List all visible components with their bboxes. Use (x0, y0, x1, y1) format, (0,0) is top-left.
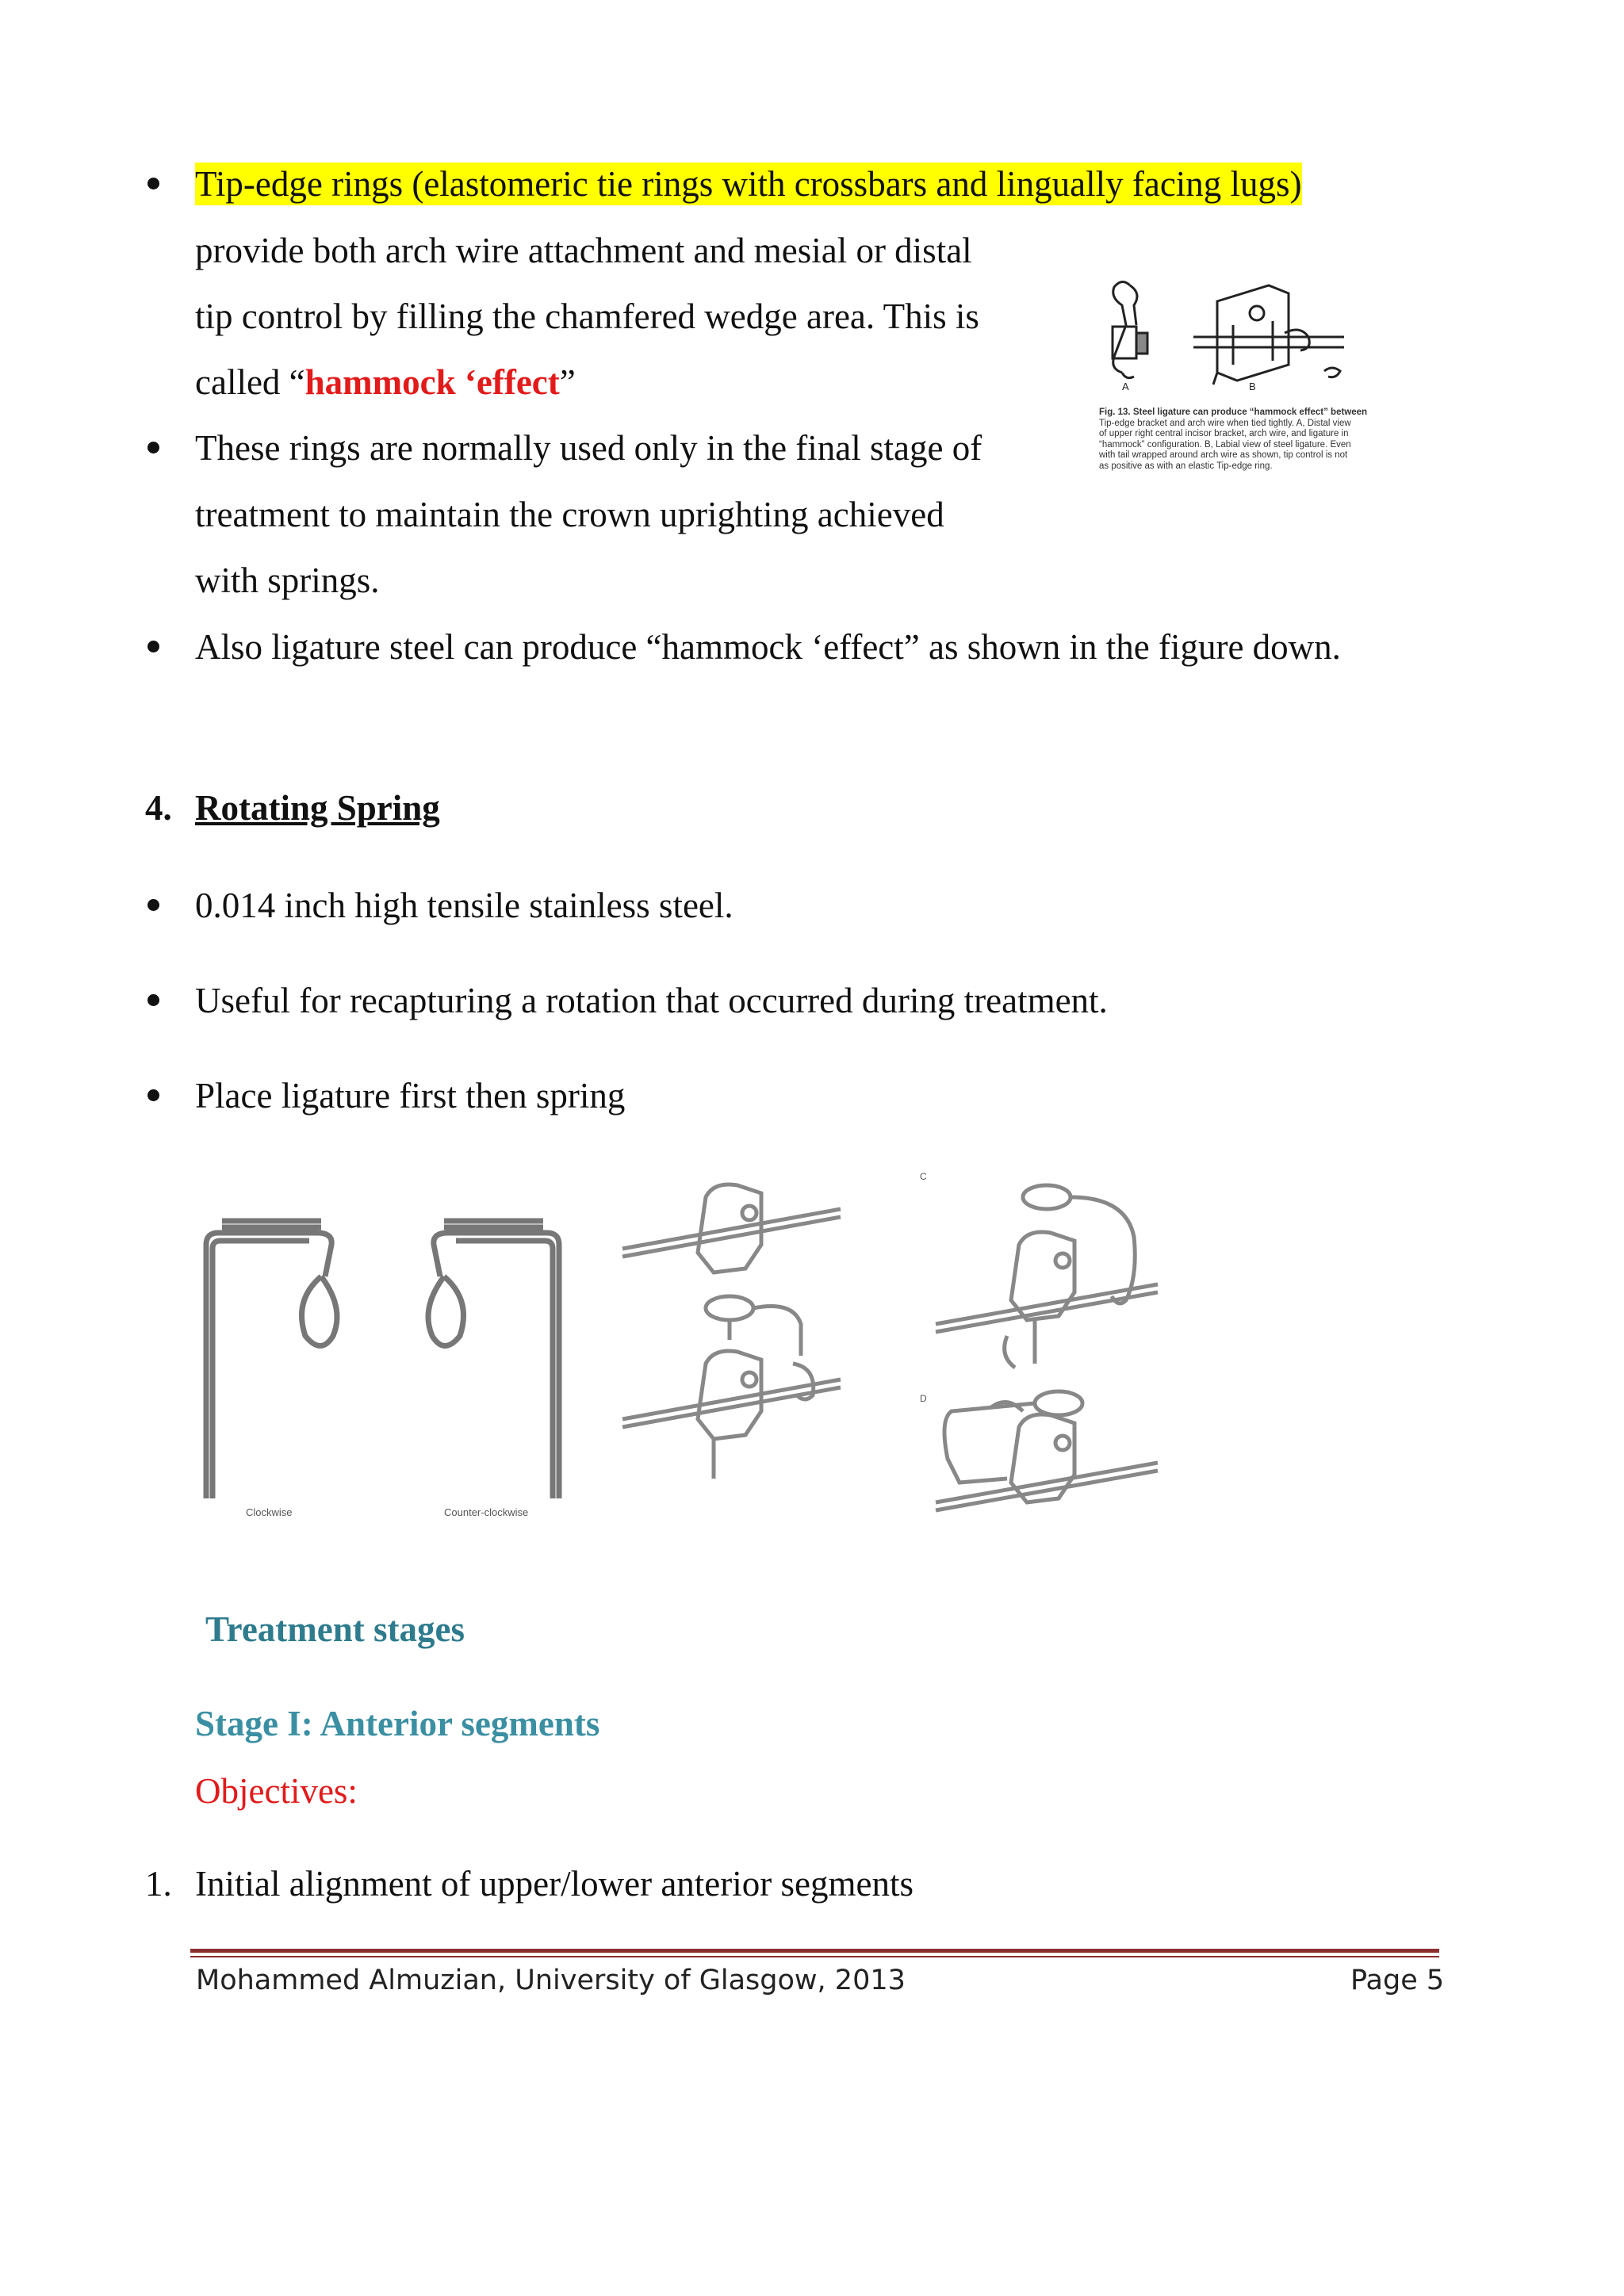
page-number: Page 5 (1350, 1965, 1445, 1996)
bracket-spring-panel-d (936, 1391, 1158, 1510)
bullet-marker (147, 641, 159, 652)
stage-heading: Stage I: Anterior segments (195, 1704, 600, 1743)
spring-bullet-text: Useful for recapturing a rotation that occurred during treatment. (195, 981, 1108, 1020)
bullet-marker (147, 1089, 159, 1101)
paragraph-line (195, 166, 1302, 202)
clockwise-spring (206, 1221, 337, 1498)
spring-bullet-text: 0.014 inch high tensile stainless steel. (195, 886, 733, 925)
panel-label-d: D (920, 1393, 927, 1404)
paragraph-line: with springs. (195, 561, 380, 600)
text-suffix: ” (559, 362, 576, 402)
paragraph-line: These rings are normally used only in the final stage of (195, 428, 982, 468)
text-prefix: called “ (195, 362, 305, 402)
objectives-label: Objectives: (195, 1771, 358, 1811)
bracket-distal-view (1113, 281, 1147, 377)
spring-bullet-text: Place ligature first then spring (195, 1076, 626, 1115)
bullet-marker (147, 899, 159, 911)
paragraph-line: provide both arch wire attachment and mesial or distal (195, 231, 972, 270)
bullet-marker (147, 442, 159, 453)
section-heading: Rotating Spring (195, 788, 440, 828)
bracket-wire-step-1 (622, 1184, 841, 1272)
figure-caption (1099, 408, 1440, 472)
bracket-spring-panel-c (936, 1185, 1158, 1368)
caption-line: as positive as with an elastic Tip-edge ring. (1099, 461, 1273, 471)
treatment-stages-heading: Treatment stages (205, 1609, 465, 1649)
bracket-wire-step-2 (622, 1296, 841, 1479)
bracket-labial-view (1193, 285, 1344, 385)
list-item-text: Initial alignment of upper/lower anterior segments (195, 1864, 914, 1904)
caption-line: Fig. 13. Steel ligature can produce “hammock effect” between (1099, 408, 1368, 417)
list-item-number: 1. (145, 1864, 172, 1904)
paragraph-line: Also ligature steel can produce “hammock ‘effect” as shown in the figure down. (195, 627, 1341, 667)
panel-label-c: C (920, 1171, 927, 1182)
counter-clockwise-label: Counter-clockwise (444, 1506, 529, 1518)
figure-label-a: A (1122, 381, 1129, 392)
paragraph-line: tip control by filling the chamfered wedge area. This is (195, 297, 979, 336)
caption-line: of upper right central incisor bracket, arch wire, and ligature in (1099, 429, 1349, 438)
footer-author: Mohammed Almuzian, University of Glasgow, 2013 (196, 1965, 906, 1996)
caption-line: Tip-edge bracket and arch wire when tied tightly. A, Distal view (1099, 418, 1351, 428)
paragraph-line: treatment to maintain the crown uprighting achieved (195, 495, 944, 534)
bullet-marker (147, 994, 159, 1006)
bullet-marker (147, 178, 159, 189)
caption-line: with tail wrapped around arch wire as shown, tip control is not (1099, 450, 1348, 460)
caption-line: “hammock” configuration. B, Labial view of steel ligature. Even (1099, 439, 1351, 450)
footer-rule-thin (190, 1956, 1439, 1957)
figure-label-b: B (1249, 381, 1256, 392)
hammock-effect-figure (1098, 277, 1439, 396)
clockwise-label: Clockwise (246, 1506, 293, 1518)
rotating-springs-figure (190, 1165, 1189, 1530)
footer-rule (190, 1949, 1439, 1953)
highlighted-text: Tip-edge rings (elastomeric tie rings with crossbars and lingually facing lugs) (195, 164, 1302, 204)
section-number: 4. (145, 788, 172, 828)
hammock-effect-emphasis: hammock ‘effect (304, 362, 560, 402)
counter-clockwise-spring (428, 1221, 559, 1498)
paragraph-line (195, 362, 576, 402)
